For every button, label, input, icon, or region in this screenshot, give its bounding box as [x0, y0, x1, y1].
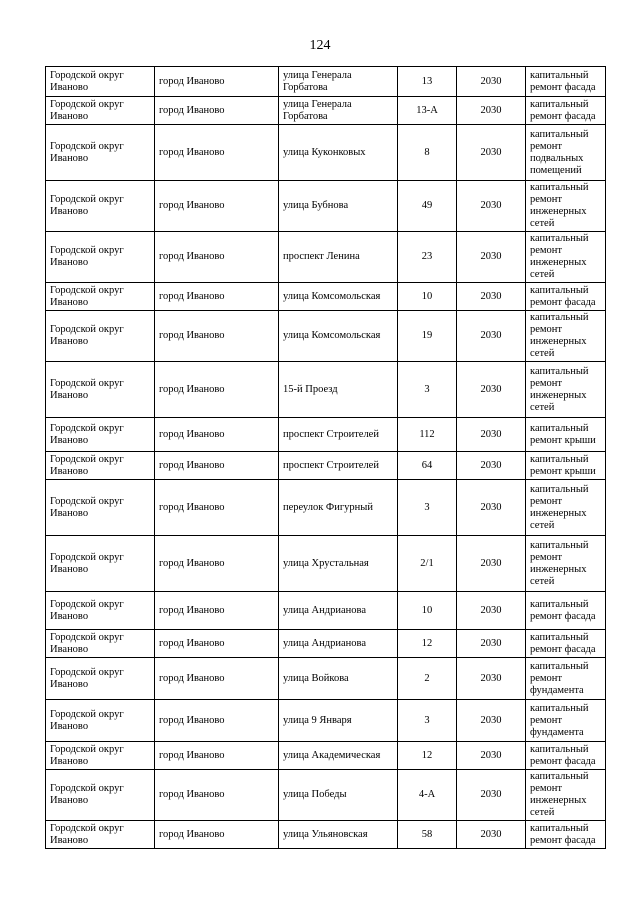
house-number-cell: 49 — [398, 181, 457, 232]
work-type-cell: капитальный ремонт фундамента — [526, 700, 606, 742]
street-cell: улица Андрианова — [279, 630, 398, 658]
work-type-cell: капитальный ремонт фасада — [526, 630, 606, 658]
city-cell: город Иваново — [155, 418, 279, 452]
city-cell: город Иваново — [155, 181, 279, 232]
city-cell: город Иваново — [155, 821, 279, 849]
city-cell: город Иваново — [155, 658, 279, 700]
year-cell: 2030 — [457, 452, 526, 480]
city-cell: город Иваново — [155, 480, 279, 536]
municipality-cell: Городской округ Иваново — [46, 592, 155, 630]
page-number: 124 — [309, 38, 331, 53]
street-cell: улица Генерала Горбатова — [279, 67, 398, 97]
work-type-cell: капитальный ремонт подвальных помещений — [526, 125, 606, 181]
city-cell: город Иваново — [155, 592, 279, 630]
work-type-cell: капитальный ремонт фундамента — [526, 658, 606, 700]
year-cell: 2030 — [457, 770, 526, 821]
year-cell: 2030 — [457, 480, 526, 536]
work-type-cell: капитальный ремонт фасада — [526, 283, 606, 311]
table-row — [46, 480, 606, 536]
work-type-cell: капитальный ремонт фасада — [526, 592, 606, 630]
work-type-cell: капитальный ремонт инженерных сетей — [526, 480, 606, 536]
municipality-cell: Городской округ Иваново — [46, 658, 155, 700]
table-row — [46, 362, 606, 418]
street-cell: улица Комсомольская — [279, 283, 398, 311]
year-cell: 2030 — [457, 181, 526, 232]
house-number-cell: 13-А — [398, 97, 457, 125]
street-cell: улица Бубнова — [279, 181, 398, 232]
street-cell: улица Генерала Горбатова — [279, 97, 398, 125]
work-type-cell: капитальный ремонт инженерных сетей — [526, 362, 606, 418]
table-row — [46, 770, 606, 821]
work-type-cell: капитальный ремонт инженерных сетей — [526, 311, 606, 362]
table-row — [46, 452, 606, 480]
municipality-cell: Городской округ Иваново — [46, 362, 155, 418]
city-cell: город Иваново — [155, 97, 279, 125]
year-cell: 2030 — [457, 362, 526, 418]
house-number-cell: 19 — [398, 311, 457, 362]
table-row — [46, 125, 606, 181]
table-row — [46, 700, 606, 742]
work-type-cell: капитальный ремонт инженерных сетей — [526, 536, 606, 592]
year-cell: 2030 — [457, 125, 526, 181]
work-type-cell: капитальный ремонт фасада — [526, 97, 606, 125]
work-type-cell: капитальный ремонт фасада — [526, 821, 606, 849]
municipality-cell: Городской округ Иваново — [46, 418, 155, 452]
city-cell: город Иваново — [155, 232, 279, 283]
year-cell: 2030 — [457, 97, 526, 125]
street-cell: улица 9 Января — [279, 700, 398, 742]
municipality-cell: Городской округ Иваново — [46, 283, 155, 311]
street-cell: улица Хрустальная — [279, 536, 398, 592]
year-cell: 2030 — [457, 311, 526, 362]
house-number-cell: 13 — [398, 67, 457, 97]
street-cell: улица Ульяновская — [279, 821, 398, 849]
repair-schedule-table — [45, 66, 606, 849]
house-number-cell: 3 — [398, 362, 457, 418]
municipality-cell: Городской округ Иваново — [46, 311, 155, 362]
city-cell: город Иваново — [155, 67, 279, 97]
municipality-cell: Городской округ Иваново — [46, 480, 155, 536]
street-cell: 15-й Проезд — [279, 362, 398, 418]
city-cell: город Иваново — [155, 742, 279, 770]
table-row — [46, 181, 606, 232]
year-cell: 2030 — [457, 67, 526, 97]
municipality-cell: Городской округ Иваново — [46, 536, 155, 592]
city-cell: город Иваново — [155, 311, 279, 362]
table-row — [46, 658, 606, 700]
table-row — [46, 67, 606, 97]
house-number-cell: 10 — [398, 283, 457, 311]
table-body — [46, 67, 606, 849]
work-type-cell: капитальный ремонт инженерных сетей — [526, 232, 606, 283]
street-cell: улица Победы — [279, 770, 398, 821]
house-number-cell: 112 — [398, 418, 457, 452]
house-number-cell: 58 — [398, 821, 457, 849]
municipality-cell: Городской округ Иваново — [46, 181, 155, 232]
year-cell: 2030 — [457, 742, 526, 770]
table-row — [46, 821, 606, 849]
table-row — [46, 742, 606, 770]
house-number-cell: 8 — [398, 125, 457, 181]
house-number-cell: 23 — [398, 232, 457, 283]
municipality-cell: Городской округ Иваново — [46, 97, 155, 125]
year-cell: 2030 — [457, 536, 526, 592]
year-cell: 2030 — [457, 418, 526, 452]
year-cell: 2030 — [457, 232, 526, 283]
municipality-cell: Городской округ Иваново — [46, 742, 155, 770]
street-cell: улица Комсомольская — [279, 311, 398, 362]
city-cell: город Иваново — [155, 536, 279, 592]
house-number-cell: 10 — [398, 592, 457, 630]
house-number-cell: 12 — [398, 742, 457, 770]
house-number-cell: 3 — [398, 700, 457, 742]
table-row — [46, 232, 606, 283]
table-row — [46, 592, 606, 630]
municipality-cell: Городской округ Иваново — [46, 232, 155, 283]
table-row — [46, 418, 606, 452]
year-cell: 2030 — [457, 700, 526, 742]
municipality-cell: Городской округ Иваново — [46, 700, 155, 742]
city-cell: город Иваново — [155, 362, 279, 418]
street-cell: проспект Строителей — [279, 452, 398, 480]
work-type-cell: капитальный ремонт инженерных сетей — [526, 181, 606, 232]
house-number-cell: 64 — [398, 452, 457, 480]
municipality-cell: Городской округ Иваново — [46, 67, 155, 97]
city-cell: город Иваново — [155, 125, 279, 181]
year-cell: 2030 — [457, 658, 526, 700]
house-number-cell: 4-А — [398, 770, 457, 821]
street-cell: улица Куконковых — [279, 125, 398, 181]
house-number-cell: 2/1 — [398, 536, 457, 592]
street-cell: проспект Ленина — [279, 232, 398, 283]
city-cell: город Иваново — [155, 770, 279, 821]
house-number-cell: 2 — [398, 658, 457, 700]
street-cell: улица Академическая — [279, 742, 398, 770]
street-cell: переулок Фигурный — [279, 480, 398, 536]
street-cell: улица Андрианова — [279, 592, 398, 630]
table-row — [46, 536, 606, 592]
house-number-cell: 12 — [398, 630, 457, 658]
work-type-cell: капитальный ремонт фасада — [526, 67, 606, 97]
year-cell: 2030 — [457, 592, 526, 630]
year-cell: 2030 — [457, 821, 526, 849]
table-row — [46, 97, 606, 125]
city-cell: город Иваново — [155, 630, 279, 658]
municipality-cell: Городской округ Иваново — [46, 125, 155, 181]
municipality-cell: Городской округ Иваново — [46, 630, 155, 658]
work-type-cell: капитальный ремонт крыши — [526, 418, 606, 452]
year-cell: 2030 — [457, 630, 526, 658]
work-type-cell: капитальный ремонт инженерных сетей — [526, 770, 606, 821]
municipality-cell: Городской округ Иваново — [46, 821, 155, 849]
work-type-cell: капитальный ремонт крыши — [526, 452, 606, 480]
street-cell: улица Войкова — [279, 658, 398, 700]
municipality-cell: Городской округ Иваново — [46, 770, 155, 821]
work-type-cell: капитальный ремонт фасада — [526, 742, 606, 770]
table-row — [46, 630, 606, 658]
city-cell: город Иваново — [155, 700, 279, 742]
table-row — [46, 283, 606, 311]
city-cell: город Иваново — [155, 452, 279, 480]
city-cell: город Иваново — [155, 283, 279, 311]
year-cell: 2030 — [457, 283, 526, 311]
municipality-cell: Городской округ Иваново — [46, 452, 155, 480]
house-number-cell: 3 — [398, 480, 457, 536]
street-cell: проспект Строителей — [279, 418, 398, 452]
table-row — [46, 311, 606, 362]
